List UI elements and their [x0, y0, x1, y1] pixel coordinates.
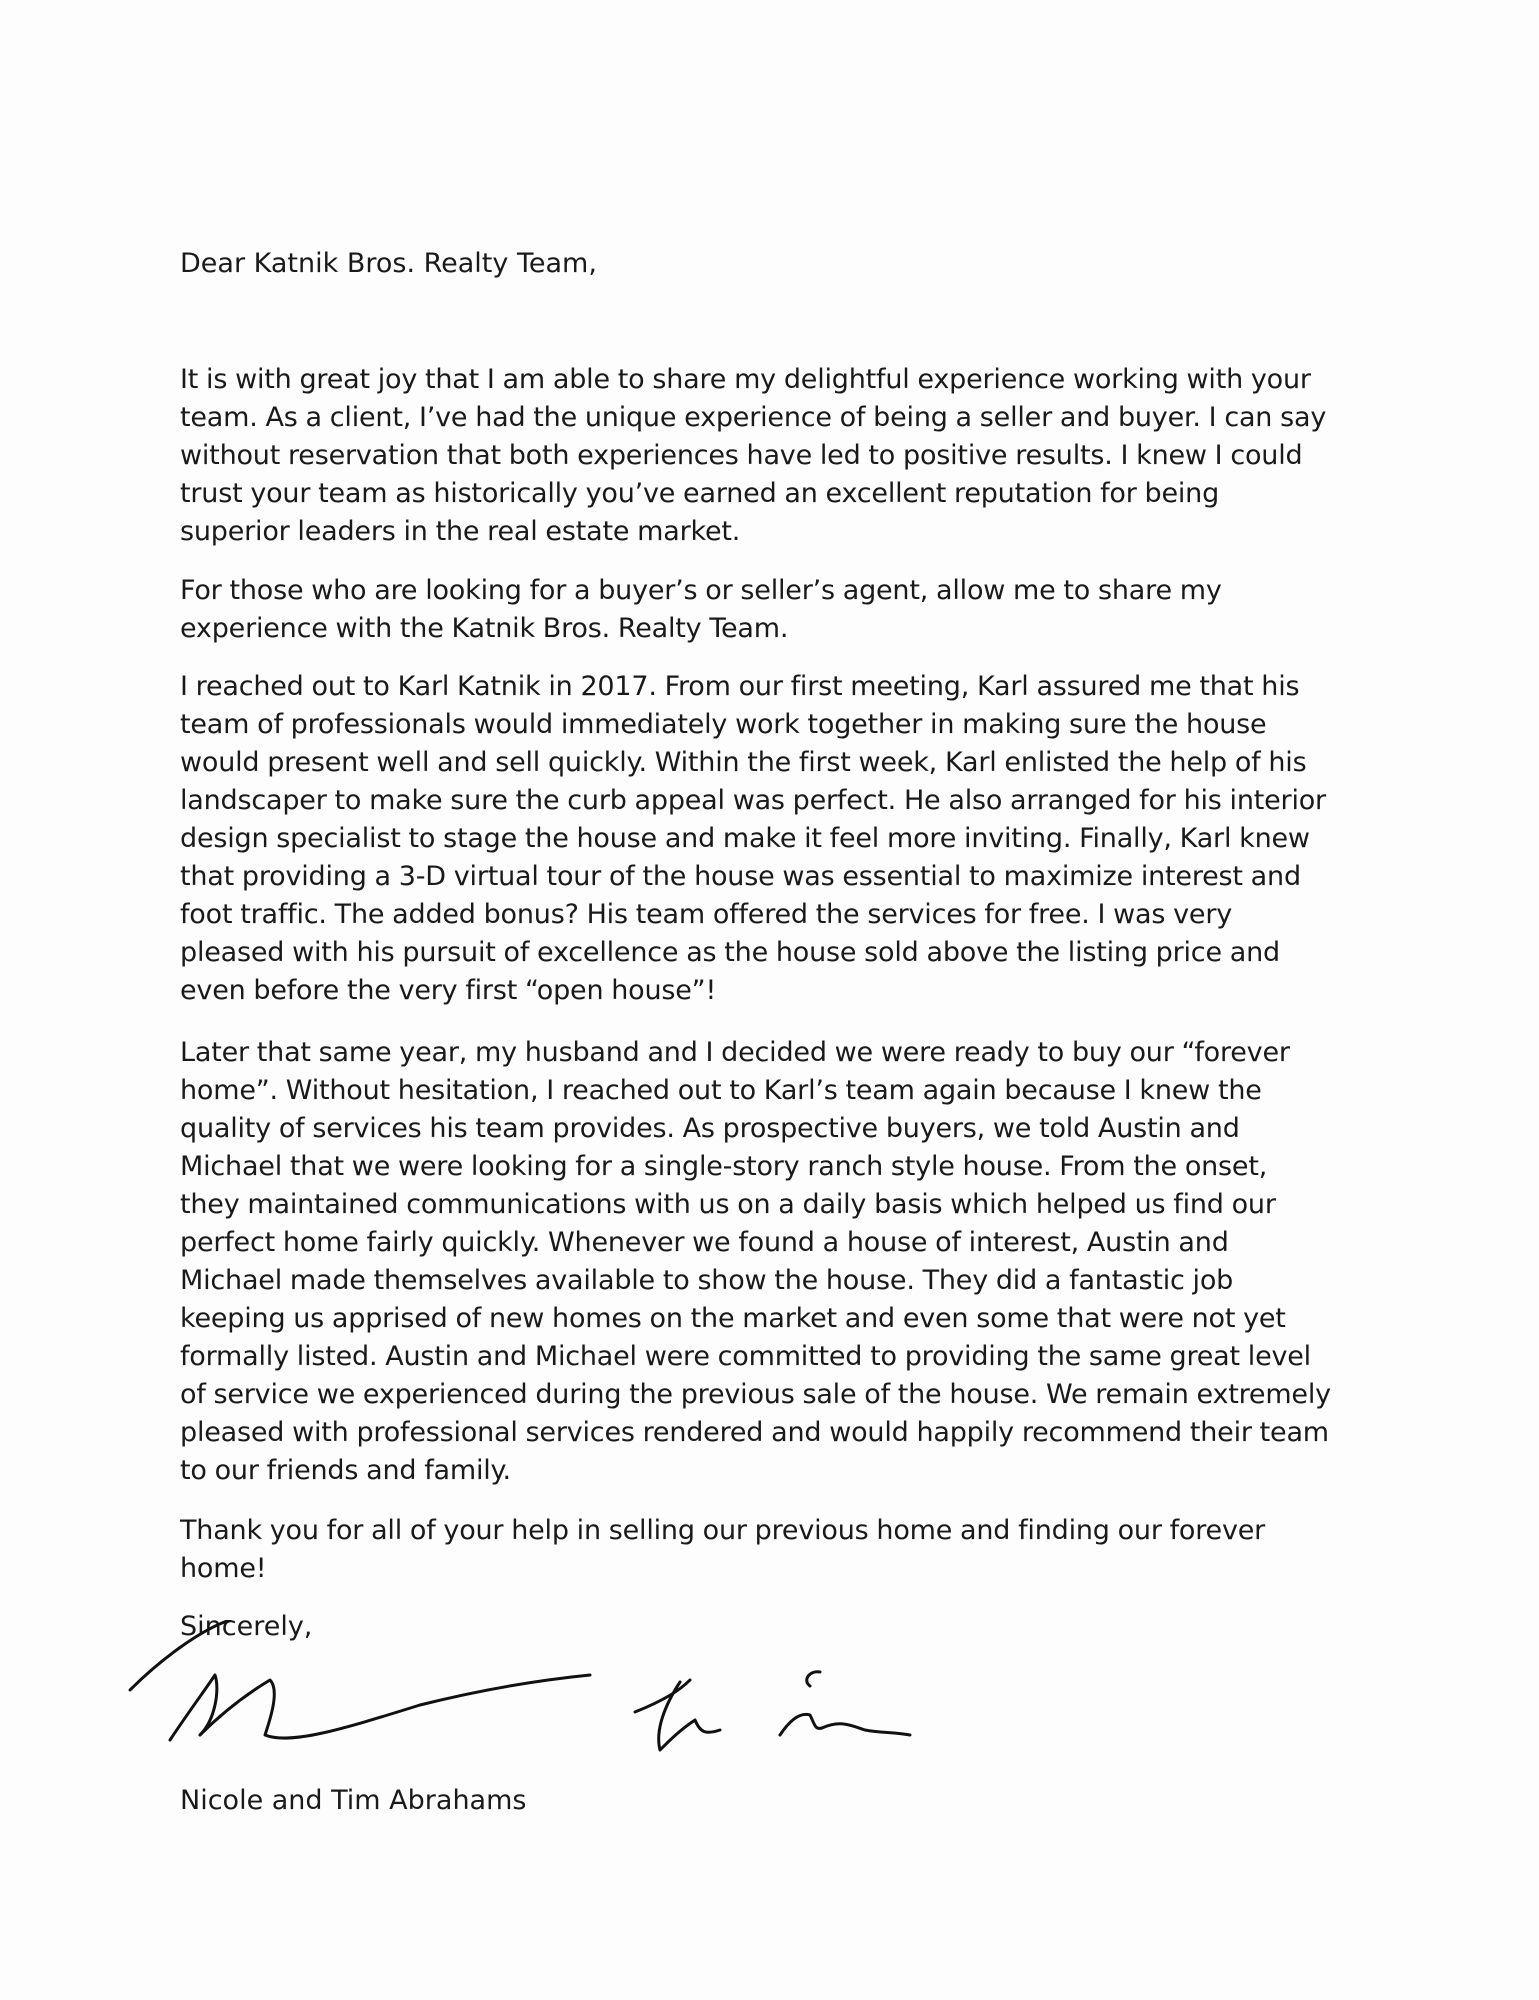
closing: Sincerely, — [180, 1611, 313, 1642]
paragraph-line: pleased with professional services rendered and would happily recommend their team — [180, 1417, 1329, 1448]
paragraph-line: Michael that we were looking for a single-story ranch style house. From the onset, — [180, 1151, 1268, 1182]
paragraph-line: It is with great joy that I am able to share my delightful experience working with your — [180, 364, 1311, 395]
paragraph-line: design specialist to stage the house and make it feel more inviting. Finally, Karl knew — [180, 823, 1310, 854]
paragraph-line: even before the very first “open house”! — [180, 975, 717, 1006]
paragraph-line: home”. Without hesitation, I reached out to Karl’s team again because I knew the — [180, 1075, 1262, 1106]
paragraph-4 — [180, 1034, 1380, 1490]
paragraph-line: Michael made themselves available to show the house. They did a fantastic job — [180, 1265, 1234, 1296]
paragraph-line: formally listed. Austin and Michael were committed to providing the same great level — [180, 1341, 1311, 1372]
paragraph-line: quality of services his team provides. As prospective buyers, we told Austin and — [180, 1113, 1240, 1144]
signature-name: Nicole and Tim Abrahams — [180, 1785, 527, 1816]
paragraph-line: of service we experienced during the previous sale of the house. We remain extremely — [180, 1379, 1331, 1410]
paragraph-line: experience with the Katnik Bros. Realty Team. — [180, 613, 789, 644]
paragraph-line: would present well and sell quickly. Within the first week, Karl enlisted the help of his — [180, 747, 1307, 778]
paragraph-line: foot traffic. The added bonus? His team offered the services for free. I was very — [180, 899, 1233, 930]
paragraph-line: keeping us apprised of new homes on the market and even some that were not yet — [180, 1303, 1286, 1334]
paragraph-2 — [180, 572, 1380, 648]
paragraph-5 — [180, 1512, 1380, 1588]
paragraph-line: they maintained communications with us on a daily basis which helped us find our — [180, 1189, 1276, 1220]
salutation: Dear Katnik Bros. Realty Team, — [180, 248, 597, 279]
paragraph-line: without reservation that both experiences have led to positive results. I knew I could — [180, 440, 1303, 471]
paragraph-line: Later that same year, my husband and I decided we were ready to buy our “forever — [180, 1037, 1290, 1068]
paragraph-line: I reached out to Karl Katnik in 2017. From our first meeting, Karl assured me that his — [180, 671, 1300, 702]
paragraph-line: perfect home fairly quickly. Whenever we found a house of interest, Austin and — [180, 1227, 1229, 1258]
paragraph-line: superior leaders in the real estate market. — [180, 516, 741, 547]
paragraph-line: landscaper to make sure the curb appeal was perfect. He also arranged for his interior — [180, 785, 1326, 816]
paragraph-line: that providing a 3-D virtual tour of the house was essential to maximize interest and — [180, 861, 1301, 892]
paragraph-line: to our friends and family. — [180, 1455, 511, 1486]
handwritten-signature — [120, 1620, 980, 1770]
paragraph-3 — [180, 668, 1380, 1010]
paragraph-1 — [180, 361, 1380, 551]
paragraph-line: For those who are looking for a buyer’s or seller’s agent, allow me to share my — [180, 575, 1222, 606]
paragraph-line: home! — [180, 1553, 267, 1584]
paragraph-line: trust your team as historically you’ve earned an excellent reputation for being — [180, 478, 1220, 509]
paragraph-line: pleased with his pursuit of excellence as the house sold above the listing price and — [180, 937, 1280, 968]
paragraph-line: Thank you for all of your help in selling our previous home and finding our forever — [180, 1515, 1266, 1546]
paragraph-line: team. As a client, I’ve had the unique experience of being a seller and buyer. I can say — [180, 402, 1327, 433]
paragraph-line: team of professionals would immediately work together in making sure the house — [180, 709, 1267, 740]
